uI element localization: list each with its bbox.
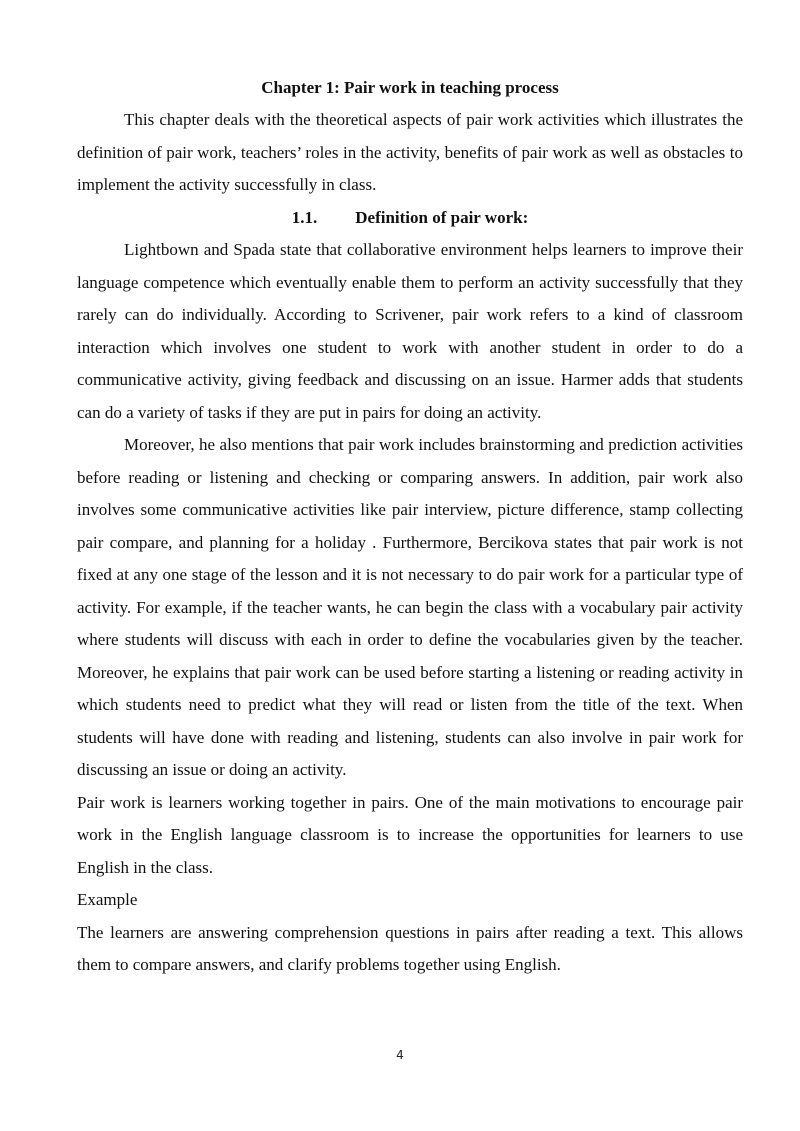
body-paragraph: Lightbown and Spada state that collaborative environment helps learners to improve their language competence which eventually enable them to perform an activity successfully that they rarely can do individually. According to Scrivener, pair work refers to a kind of classroom interaction which involves one student to work with another student in order to do a communicative activity, giving feedback and discussing on an issue. Harmer adds that students can do a variety of tasks if they are put in pairs for doing an activity. [77, 240, 743, 422]
section-title: Definition of pair work: [355, 207, 529, 227]
example-label: Example [77, 890, 138, 909]
page-content [77, 74, 743, 982]
page-number: 4 [396, 1048, 404, 1062]
example-paragraph: The learners are answering comprehension questions in pairs after reading a text. This allows them to compare answers, and clarify problems together using English. [77, 922, 743, 974]
intro-paragraph: This chapter deals with the theoretical aspects of pair work activities which illustrates the definition of pair work, teachers’ roles in the activity, benefits of pair work as well as obstacles to implement the activity successfully in class. [77, 110, 743, 194]
body-paragraph: Pair work is learners working together in pairs. One of the main motivations to encourage pair work in the English language classroom is to increase the opportunities for learners to use English in the class. [77, 792, 743, 877]
section-number: 1.1. [291, 207, 318, 227]
chapter-title: Chapter 1: Pair work in teaching process [261, 78, 559, 97]
body-paragraph: Moreover, he also mentions that pair work includes brainstorming and prediction activities before reading or listening and checking or comparing answers. In addition, pair work also involves some communicative activities like pair interview, picture difference, stamp collecting pair compare, and planning for a holiday . Furthermore, Bercikova states that pair work is not fixed at any one stage of the lesson and it is not necessary to do pair work for a particular type of activity. For example, if the teacher wants, he can begin the class with a vocabulary pair activity where students will discuss with each in order to define the vocabularies given by the teacher. Moreover, he explains that pair work can be used before starting a listening or reading activity in which students need to predict what they will read or listen from the title of the text. When students will have done with reading and listening, students can also involve in pair work for discussing an issue or doing an activity. [77, 435, 743, 779]
section-heading [77, 202, 743, 235]
